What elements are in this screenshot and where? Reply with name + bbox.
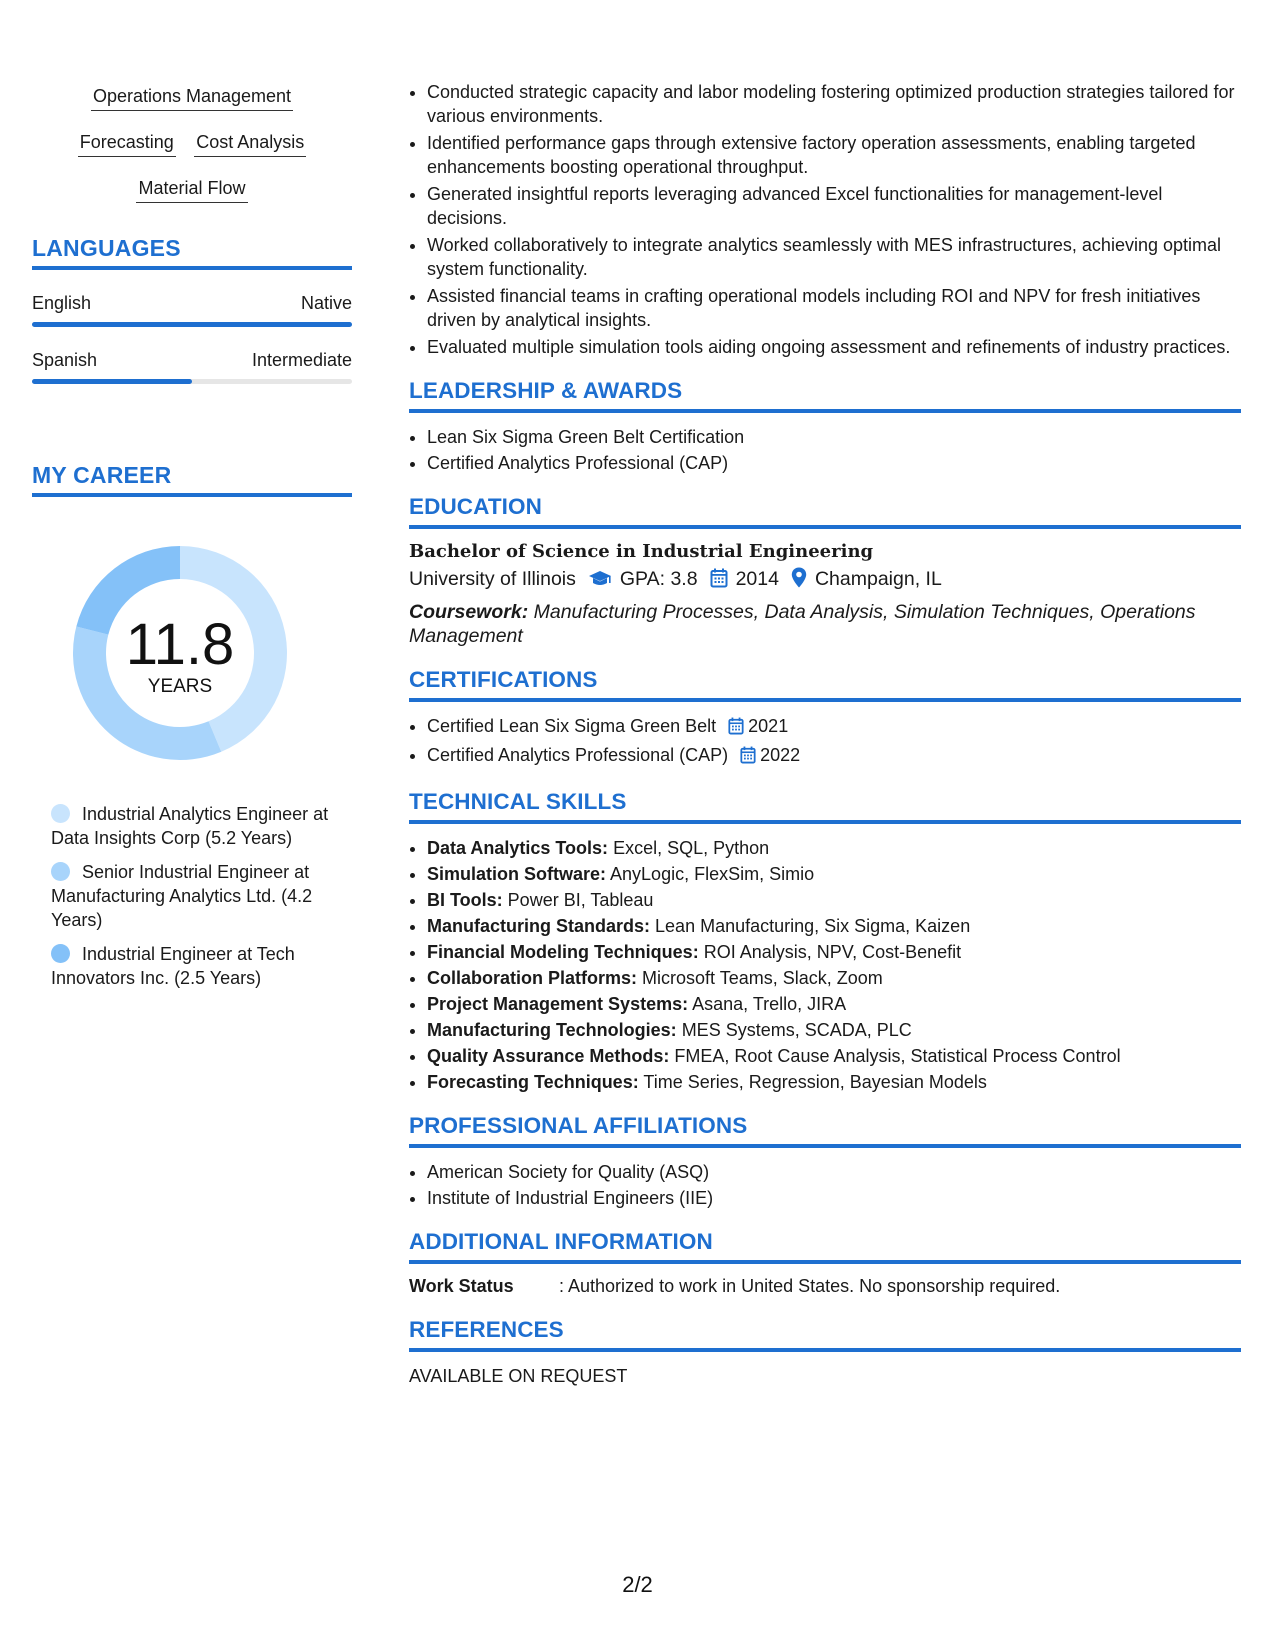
map-pin-icon [791,567,807,596]
legend-dot-icon [51,862,70,881]
certification-year: 2022 [760,745,801,765]
language-name: English [32,293,92,313]
skill-category: Project Management Systems: [427,994,689,1014]
career-total-unit: YEARS [147,676,213,697]
list-item: • Certified Analytics Professional (CAP) [427,451,1241,475]
skill-item [427,966,1241,990]
skill-tag: Cost Analysis [194,130,306,157]
affiliations-list [409,1160,1241,1210]
right-column [409,80,1241,1388]
experience-bullet: • Conducted strategic capacity and labor modeling fostering optimized production strategies tailored for various environments. [427,80,1241,128]
career-total-years: 11.8 [125,612,235,677]
gpa: GPA: 3.8 [619,568,698,590]
section-heading: EDUCATION [409,493,1241,529]
certification-name: Certified Analytics Professional (CAP) [427,745,729,765]
skill-item [427,1018,1241,1042]
skill-item [427,992,1241,1016]
skill-values: Asana, Trello, JIRA [692,994,847,1014]
school-name: University of Illinois [409,568,576,590]
language-proficiency-bar [32,322,352,327]
calendar-icon [728,717,744,741]
skill-category: Forecasting Techniques: [427,1072,639,1092]
career-legend-item [51,802,331,850]
skill-values: MES Systems, SCADA, PLC [681,1020,912,1040]
experience-bullet: • Identified performance gaps through extensive factory operation assessments, enabling targeted enhancements boosting operational throughput. [427,131,1241,179]
graduation-year: 2014 [735,568,779,590]
leadership-section [409,377,1241,475]
skill-item [427,836,1241,860]
certifications-section [409,666,1241,770]
language-item [32,349,352,384]
career-legend [51,802,331,990]
skill-category: Manufacturing Standards: [427,916,651,936]
graduation-cap-icon [588,568,612,596]
legend-dot-icon [51,944,70,963]
school-location: Champaign, IL [814,568,942,590]
coursework [409,600,1241,648]
skill-values: FMEA, Root Cause Analysis, Statistical Process Control [674,1046,1121,1066]
skill-values: Power BI, Tableau [507,890,654,910]
experience-bullet: • Generated insightful reports leveraging advanced Excel functionalities for management-level decisions. [427,182,1241,230]
technical-skills-list [409,836,1241,1094]
skill-item [427,940,1241,964]
skill-values: AnyLogic, FlexSim, Simio [610,864,815,884]
skill-values: Lean Manufacturing, Six Sigma, Kaizen [655,916,971,936]
certification-item [427,743,1241,770]
skill-category: BI Tools: [427,890,503,910]
coursework-label: Coursework: [409,601,529,623]
section-heading: PROFESSIONAL AFFILIATIONS [409,1112,1241,1148]
skill-values: Excel, SQL, Python [613,838,770,858]
language-proficiency-bar [32,379,352,384]
skill-tags [32,84,352,203]
skill-category: Financial Modeling Techniques: [427,942,699,962]
languages-heading: LANGUAGES [32,234,352,270]
affiliations-section [409,1112,1241,1210]
skill-category: Simulation Software: [427,864,607,884]
language-name: Spanish [32,350,98,370]
left-column [32,84,352,1000]
section-heading: CERTIFICATIONS [409,666,1241,702]
career-donut-chart [67,540,293,766]
section-heading: REFERENCES [409,1316,1241,1352]
certification-name: Certified Lean Six Sigma Green Belt [427,716,717,736]
skill-tag: Material Flow [136,176,247,203]
section-heading: LEADERSHIP & AWARDS [409,377,1241,413]
leadership-list [409,425,1241,475]
calendar-icon [740,746,756,770]
section-heading: TECHNICAL SKILLS [409,788,1241,824]
skill-item [427,1044,1241,1068]
section-heading: ADDITIONAL INFORMATION [409,1228,1241,1264]
page-number: 2/2 [622,1572,653,1597]
list-item: • Institute of Industrial Engineers (IIE) [427,1186,1241,1210]
references-text: AVAILABLE ON REQUEST [409,1366,628,1386]
work-status-row [409,1274,1241,1298]
language-item [32,292,352,327]
career-heading: MY CAREER [32,461,352,497]
language-level: Native [300,293,352,313]
work-status-value: : Authorized to work in United States. No sponsorship required. [559,1276,1061,1296]
language-proficiency-fill [32,322,352,327]
career-legend-label: Senior Industrial Engineer at Manufacturing Analytics Ltd. (4.2 Years) [51,862,313,930]
coursework-list: Manufacturing Processes, Data Analysis, Simulation Techniques, Operations Management [409,601,1196,647]
skill-item [427,1070,1241,1094]
skill-values: ROI Analysis, NPV, Cost-Benefit [703,942,962,962]
language-proficiency-fill [32,379,192,384]
skill-tag: Operations Management [91,84,293,111]
career-legend-label: Industrial Engineer at Tech Innovators Inc. (2.5 Years) [51,944,295,988]
skill-values: Microsoft Teams, Slack, Zoom [642,968,883,988]
skill-item [427,862,1241,886]
work-status-label: Work Status [409,1276,514,1296]
technical-skills-section [409,788,1241,1094]
certification-item [427,714,1241,741]
language-level: Intermediate [251,350,352,370]
skill-tag: Forecasting [78,130,176,157]
skill-category: Collaboration Platforms: [427,968,638,988]
skill-item [427,888,1241,912]
education-section [409,493,1241,648]
legend-dot-icon [51,804,70,823]
experience-bullet: • Assisted financial teams in crafting operational models including ROI and NPV for fresh initiatives driven by analytical insights. [427,284,1241,332]
skill-category: Quality Assurance Methods: [427,1046,670,1066]
list-item: • Lean Six Sigma Green Belt Certification [427,425,1241,449]
career-legend-item [51,860,331,932]
certification-year: 2021 [748,716,789,736]
references-section [409,1316,1241,1388]
skill-category: Manufacturing Technologies: [427,1020,677,1040]
education-details [409,565,1241,596]
certifications-list [409,714,1241,770]
skill-values: Time Series, Regression, Bayesian Models [643,1072,987,1092]
experience-bullets [409,80,1241,359]
calendar-icon [710,568,728,596]
degree-title: Bachelor of Science in Industrial Engineering [409,541,874,562]
experience-bullet: • Worked collaboratively to integrate analytics seamlessly with MES infrastructures, achieving optimal system functionality. [427,233,1241,281]
experience-bullet: • Evaluated multiple simulation tools aiding ongoing assessment and refinements of industry practices. [427,335,1241,359]
skill-item [427,914,1241,938]
skill-category: Data Analytics Tools: [427,838,609,858]
career-legend-item [51,942,331,990]
additional-info-section [409,1228,1241,1298]
career-legend-label: Industrial Analytics Engineer at Data Insights Corp (5.2 Years) [51,804,329,848]
list-item: • American Society for Quality (ASQ) [427,1160,1241,1184]
